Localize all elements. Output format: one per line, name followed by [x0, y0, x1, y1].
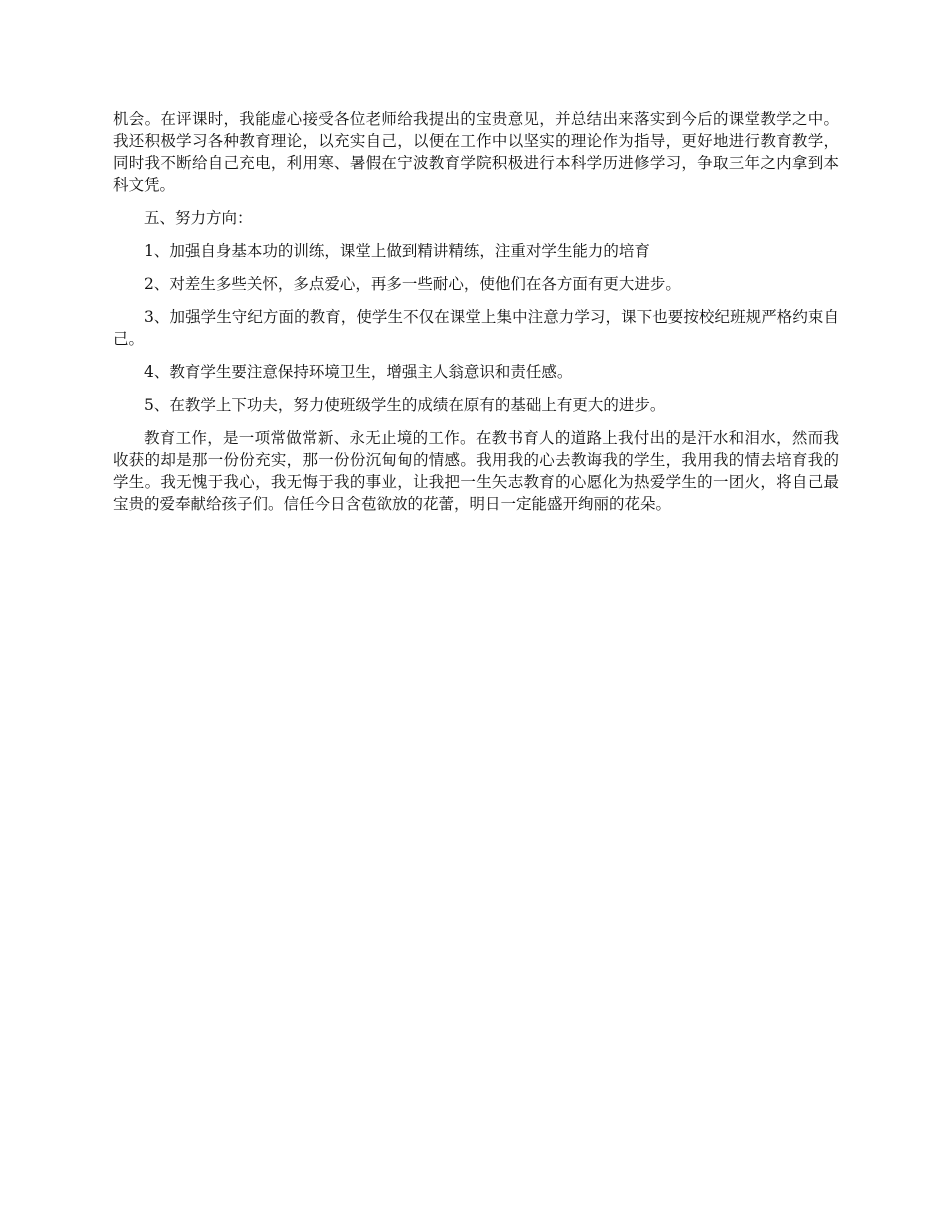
paragraph-continuation: 机会。在评课时，我能虚心接受各位老师给我提出的宝贵意见，并总结出来落实到今后的课堂教学之中。我还积极学习各种教育理论，以充实自己，以便在工作中以坚实的理论作为指导，更好地进行教育教学，同时我不断给自己充电，利用寒、暑假在宁波教育学院积极进行本科学历进修学习，争取三年之内拿到本科文凭。 [113, 110, 839, 194]
paragraph-conclusion: 教育工作，是一项常做常新、永无止境的工作。在教书育人的道路上我付出的是汗水和泪水，然而我收获的却是那一份份充实，那一份份沉甸甸的情感。我用我的心去教诲我的学生，我用我的情去培育我的学生。我无愧于我心，我无悔于我的事业，让我把一生矢志教育的心愿化为热爱学生的一团火，将自己最宝贵的爱奉献给孩子们。信任今日含苞欲放的花蕾，明日一定能盛开绚丽的花朵。 [113, 429, 839, 513]
list-item-1: 1、加强自身基本功的训练，课堂上做到精讲精练，注重对学生能力的培育 [144, 242, 650, 260]
section-heading-effort-direction: 五、努力方向： [144, 209, 253, 227]
list-item-4: 4、教育学生要注意保持环境卫生，增强主人翁意识和责任感。 [144, 363, 573, 381]
document-page [113, 108, 839, 526]
list-item-5: 5、在教学上下功夫，努力使班级学生的成绩在原有的基础上有更大的进步。 [144, 396, 666, 414]
list-item-3: 3、加强学生守纪方面的教育，使学生不仅在课堂上集中注意力学习，课下也要按校纪班规严格约束自己。 [113, 308, 839, 348]
list-item-2: 2、对差生多些关怀，多点爱心，再多一些耐心，使他们在各方面有更大进步。 [144, 275, 681, 293]
